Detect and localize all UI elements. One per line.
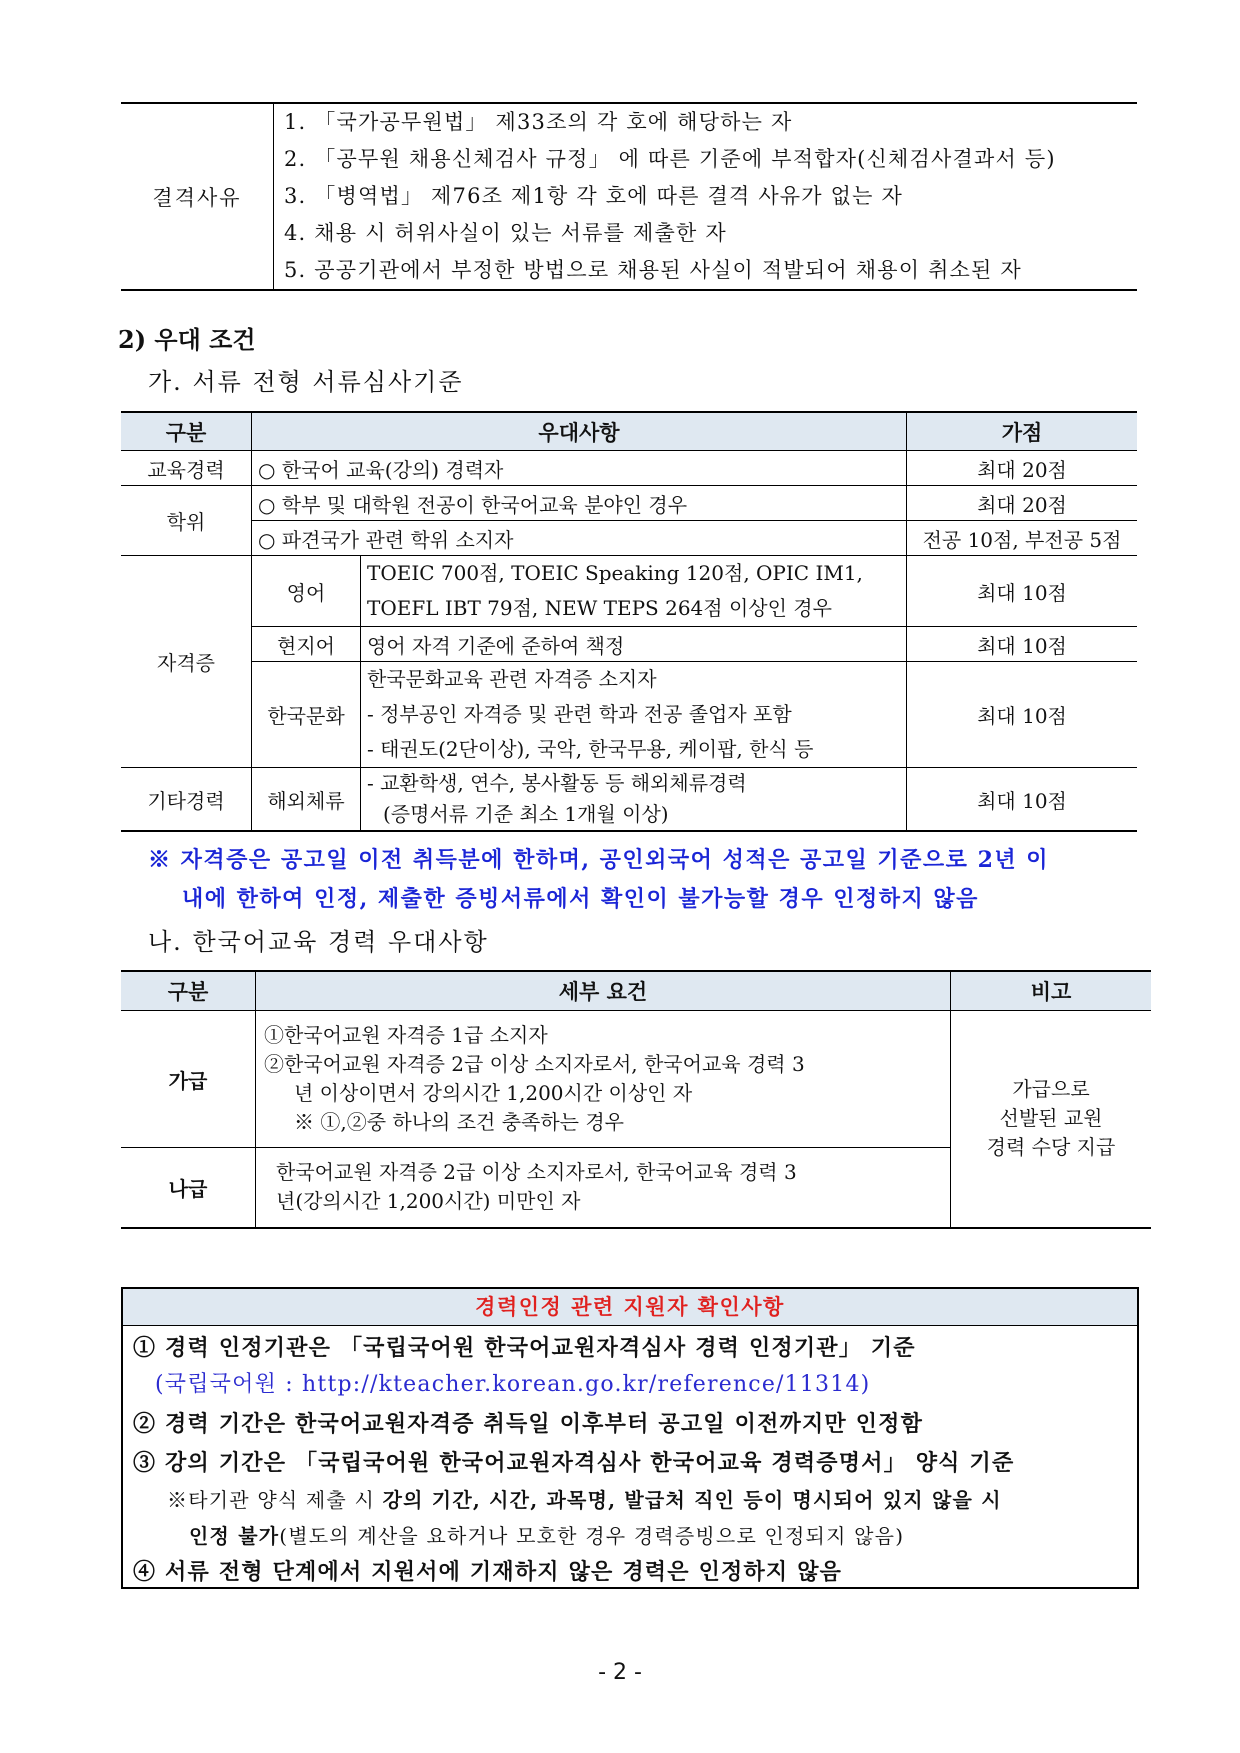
disqualification-label: 결격사유 [121, 103, 274, 290]
row-label: 기타경력 [121, 768, 252, 832]
disqualification-item: 2. 「공무원 채용신체검사 규정」 에 따른 기준에 부적합자(신체검사결과서 등) [284, 147, 1056, 171]
confirmation-note [123, 1482, 1137, 1518]
text-line: (증명서류 기준 최소 1개월 이상) [383, 802, 669, 826]
confirmation-item: ① 경력 인정기관은 「국립국어원 한국어교원자격심사 경력 인정기관」 기준 [133, 1335, 916, 1361]
grade-text [256, 1011, 951, 1148]
column-header: 구분 [121, 971, 256, 1011]
row-text: ○ 파견국가 관련 학위 소지자 [252, 521, 907, 556]
note-text: (별도의 계산을 요하거나 모호한 경우 경력증빙으로 인정되지 않음) [279, 1524, 905, 1548]
text-line: TOEFL IBT 79점, NEW TEPS 264점 이상인 경우 [367, 596, 832, 620]
text-line: - 태권도(2단이상), 국악, 한국무용, 케이팝, 한식 등 [367, 737, 814, 761]
text-line: 가급으로 [1012, 1077, 1090, 1102]
disqualification-table [121, 102, 1137, 291]
disqualification-item: 4. 채용 시 허위사실이 있는 서류를 제출한 자 [284, 221, 727, 245]
text-line: - 교환학생, 연수, 봉사활동 등 해외체류경력 [367, 771, 747, 795]
text-line: ※ ①,②중 하나의 조건 충족하는 경우 [294, 1110, 624, 1134]
column-header: 세부 요건 [256, 971, 951, 1011]
text-line: ②한국어교원 자격증 2급 이상 소지자로서, 한국어교육 경력 3 [264, 1052, 805, 1076]
text-line: 선발된 교원 [999, 1106, 1103, 1131]
grade-text [256, 1148, 951, 1228]
text-line: 경력 수당 지급 [986, 1135, 1116, 1160]
row-text: ○ 학부 및 대학원 전공이 한국어교육 분야인 경우 [252, 486, 907, 521]
column-header: 가점 [907, 412, 1138, 451]
notice-line: 내에 한하여 인정, 제출한 증빙서류에서 확인이 불가능할 경우 인정하지 않음 [182, 886, 979, 912]
column-header: 우대사항 [252, 412, 907, 451]
column-header: 구분 [121, 412, 252, 451]
remark [951, 1011, 1152, 1228]
sub-label: 해외체류 [252, 768, 361, 832]
disqualification-items [274, 103, 1138, 290]
text-line: 한국어교원 자격증 2급 이상 소지자로서, 한국어교육 경력 3 [276, 1160, 797, 1185]
row-text [361, 556, 907, 627]
sub-label: 현지어 [252, 627, 361, 662]
sub-label: 한국문화 [252, 662, 361, 768]
row-points: 최대 10점 [907, 627, 1138, 662]
row-points: 최대 10점 [907, 768, 1138, 832]
note-text-bold: 인정 불가 [189, 1524, 280, 1548]
confirmation-note [123, 1518, 1137, 1554]
confirmation-item: ④ 서류 전형 단계에서 지원서에 기재하지 않은 경력은 인정하지 않음 [133, 1559, 843, 1585]
text-line: 년(강의시간 1,200시간) 미만인 자 [276, 1189, 581, 1214]
row-text [361, 662, 907, 768]
disqualification-item: 5. 공공기관에서 부정한 방법으로 채용된 사실이 적발되어 채용이 취소된 자 [284, 258, 1022, 282]
row-points: 최대 10점 [907, 662, 1138, 768]
row-label: 자격증 [121, 556, 252, 768]
text-line: ①한국어교원 자격증 1급 소지자 [264, 1023, 548, 1047]
grade-label: 나급 [121, 1148, 256, 1228]
confirmation-item: ③ 강의 기간은 「국립국어원 한국어교원자격심사 한국어교육 경력증명서」 양식 기준 [133, 1450, 1015, 1476]
text-line: 년 이상이면서 강의시간 1,200시간 이상인 자 [294, 1081, 693, 1105]
notice-line: ※ 자격증은 공고일 이전 취득분에 한하며, 공인외국어 성적은 공고일 기준으로 2년 이 [148, 847, 1050, 873]
text-line: - 정부공인 자격증 및 관련 학과 전공 졸업자 포함 [367, 702, 792, 726]
disqualification-item: 3. 「병역법」 제76조 제1항 각 호에 따른 결격 사유가 없는 자 [284, 184, 903, 208]
preference-table [121, 411, 1137, 832]
row-text [361, 768, 907, 832]
row-text: 영어 자격 기준에 준하여 책정 [361, 627, 907, 662]
column-header: 비고 [951, 971, 1152, 1011]
note-text-bold: 강의 기간, 시간, 과목명, 발급처 직인 등이 명시되어 있지 않을 시 [382, 1488, 1002, 1512]
career-table [121, 970, 1151, 1229]
confirmation-title: 경력인정 관련 지원자 확인사항 [123, 1289, 1137, 1326]
row-label: 학위 [121, 486, 252, 556]
disqualification-item: 1. 「국가공무원법」 제33조의 각 호에 해당하는 자 [284, 110, 793, 134]
text-line: TOEIC 700점, TOEIC Speaking 120점, OPIC IM1, [367, 561, 863, 585]
row-points: 전공 10점, 부전공 5점 [907, 521, 1138, 556]
confirmation-item: ② 경력 기간은 한국어교원자격증 취득일 이후부터 공고일 이전까지만 인정함 [133, 1411, 924, 1437]
confirmation-box [121, 1287, 1139, 1589]
note-text: ※타기관 양식 제출 시 [167, 1488, 383, 1512]
section-title: 2) 우대 조건 [118, 325, 256, 354]
row-text: ○ 한국어 교육(강의) 경력자 [252, 451, 907, 486]
confirmation-link: (국립국어원 : http://kteacher.korean.go.kr/reference/11314) [155, 1372, 871, 1397]
row-points: 최대 10점 [907, 556, 1138, 627]
row-points: 최대 20점 [907, 451, 1138, 486]
subsection-title-b: 나. 한국어교육 경력 우대사항 [148, 928, 489, 956]
grade-label: 가급 [121, 1011, 256, 1148]
subsection-title-a: 가. 서류 전형 서류심사기준 [148, 368, 464, 396]
row-label: 교육경력 [121, 451, 252, 486]
sub-label: 영어 [252, 556, 361, 627]
row-points: 최대 20점 [907, 486, 1138, 521]
text-line: 한국문화교육 관련 자격증 소지자 [367, 667, 657, 691]
page-number: - 2 - [598, 1660, 642, 1685]
